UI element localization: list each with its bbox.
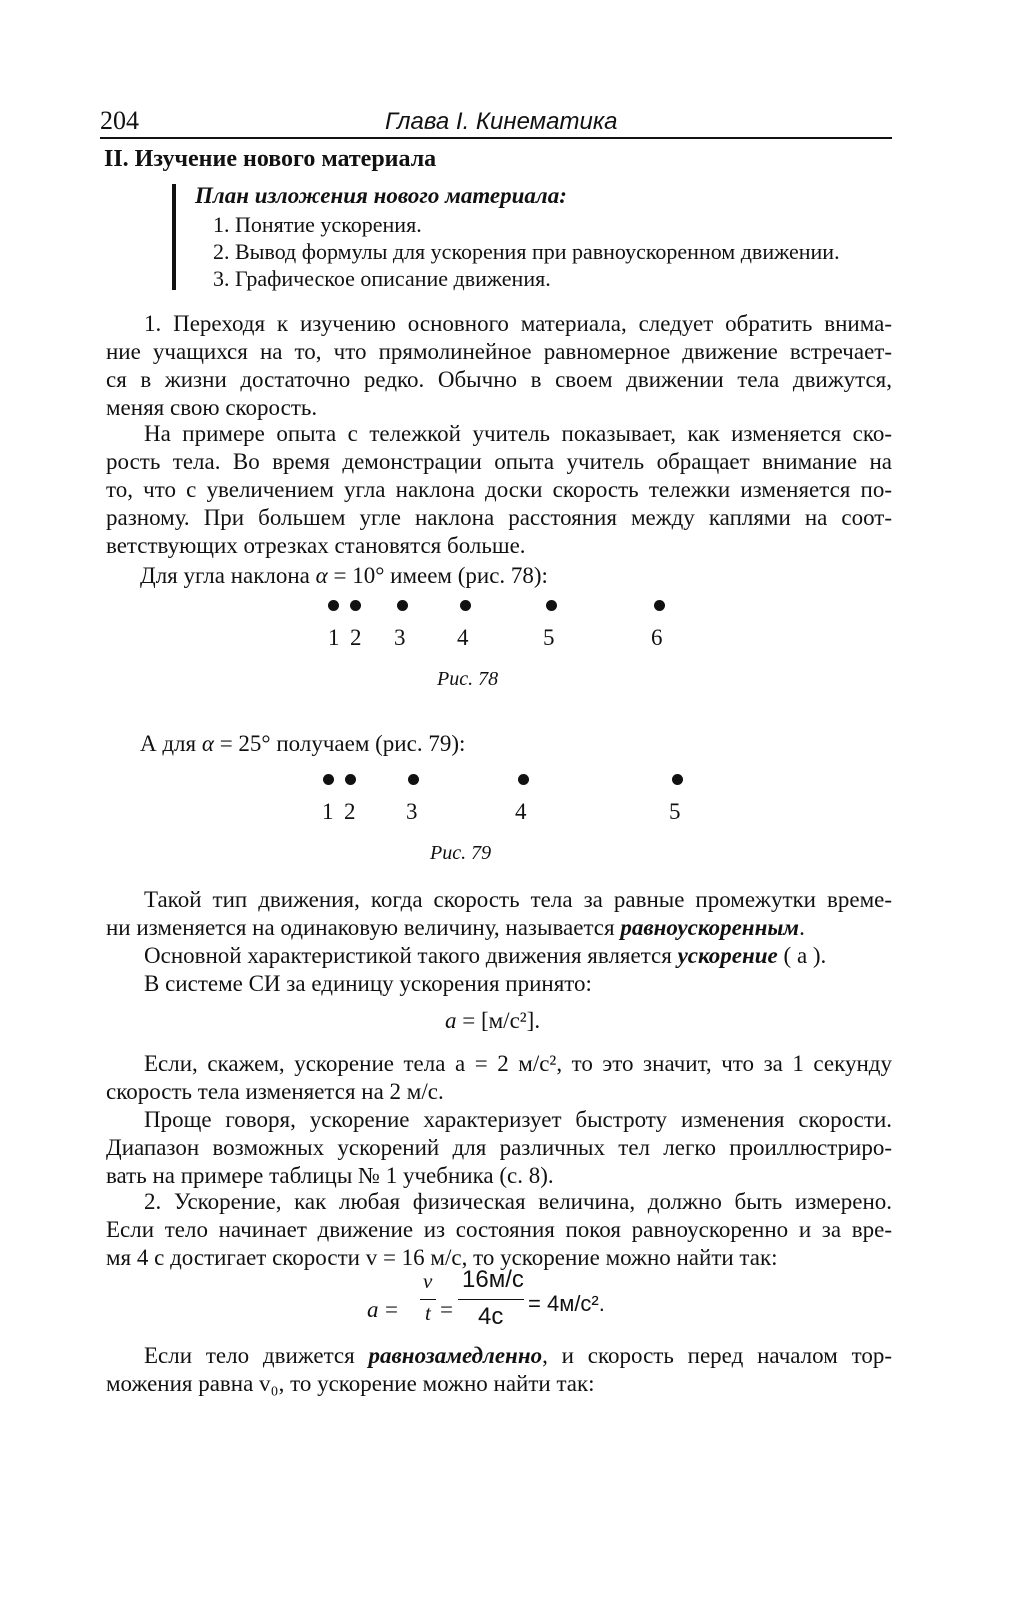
dot-label: 1 xyxy=(328,625,340,650)
dot-label: 5 xyxy=(669,799,681,824)
fraction-bar xyxy=(458,1299,524,1300)
paragraph-summary xyxy=(106,1106,892,1190)
text-line: В системе СИ за единицу ускорения принято: xyxy=(144,971,592,996)
drop-dot xyxy=(654,600,665,611)
drop-dot xyxy=(518,774,529,785)
term-uniformly-accelerated: равноускоренным xyxy=(620,915,800,940)
text-line: Если тело движется равнозамедленно, и скорость перед началом тор- xyxy=(144,1343,892,1368)
dot-label: 4 xyxy=(457,625,469,650)
text-line: то, что с увеличением угла наклона доски скорость тележки изменяется по- xyxy=(106,477,892,502)
figure-caption: Рис. 78 xyxy=(437,668,499,690)
paragraph-experiment xyxy=(106,420,892,560)
alpha-symbol: α xyxy=(315,563,328,588)
drop-dot xyxy=(397,600,408,611)
alpha-symbol: α xyxy=(201,731,214,756)
dot-label: 1 xyxy=(322,799,334,824)
paragraph-example xyxy=(106,1050,892,1106)
fig78-intro: Для угла наклона α = 10° имеем (рис. 78): xyxy=(140,563,548,588)
formula-unit: a = [м/с²]. xyxy=(445,1008,541,1033)
dot-label: 2 xyxy=(344,799,356,824)
page-number: 204 xyxy=(100,106,139,135)
dot-label: 5 xyxy=(543,625,555,650)
drop-dot xyxy=(408,774,419,785)
text-line: ся в жизни достаточно редко. Обычно в своем движении тела движутся, xyxy=(106,367,892,392)
term-uniformly-decelerated: равнозамедленно xyxy=(368,1343,543,1368)
term-acceleration: ускорение xyxy=(677,943,778,968)
text-line: Если тело начинает движение из состояния покоя равноускоренно и за вре- xyxy=(106,1217,892,1242)
dot-label: 4 xyxy=(515,799,527,824)
plan-item: 3. Графическое описание движения. xyxy=(213,266,551,291)
text-line: ни изменяется на одинаковую величину, называется равноускоренным. xyxy=(106,915,805,940)
text-line: разному. При большем угле наклона расстояния между каплями на соот- xyxy=(106,505,892,530)
paragraph-measurement xyxy=(106,1188,892,1272)
chapter-title: Глава I. Кинематика xyxy=(385,108,618,135)
text-line: Основной характеристикой такого движения является ускорение ( a ). xyxy=(144,943,827,968)
fig79-intro: А для α = 25° получаем (рис. 79): xyxy=(140,731,466,756)
dot-label: 3 xyxy=(394,625,406,650)
paragraph-definition xyxy=(106,886,892,998)
paragraph-deceleration xyxy=(106,1342,892,1398)
text-line: рость тела. Во время демонстрации опыта учитель обращает внимание на xyxy=(106,449,892,474)
drop-dot xyxy=(350,600,361,611)
text-line: ние учащихся на то, что прямолинейное равномерное движение встречает- xyxy=(106,339,892,364)
text-line: Если, скажем, ускорение тела a = 2 м/с², то это значит, что за 1 секунду xyxy=(144,1051,892,1076)
figure-caption: Рис. 79 xyxy=(430,842,492,864)
text-line: Такой тип движения, когда скорость тела за равные промежутки време- xyxy=(144,887,892,912)
plan-sidebar-rule xyxy=(172,184,176,290)
dot-label: 2 xyxy=(350,625,362,650)
drop-dot xyxy=(546,600,557,611)
section-title: II. Изучение нового материала xyxy=(104,146,437,172)
text-line: можения равна v₀, то ускорение можно найти так: xyxy=(106,1371,595,1396)
plan-heading: План изложения нового материала: xyxy=(195,183,567,208)
text-line: мя 4 с достигает скорости v = 16 м/с, то ускорение можно найти так: xyxy=(106,1245,778,1270)
drop-dot xyxy=(672,774,683,785)
text-line: Проще говоря, ускорение характеризует быстроту изменения скорости. xyxy=(144,1107,892,1132)
text-line: 2. Ускорение, как любая физическая величина, должно быть измерено. xyxy=(144,1189,892,1214)
dot-label: 6 xyxy=(651,625,663,650)
plan-item: 1. Понятие ускорения. xyxy=(213,212,422,237)
drop-dot xyxy=(323,774,334,785)
text-line: ветствующих отрезках становятся больше. xyxy=(106,533,526,558)
text-line: вать на примере таблицы № 1 учебника (с. 8). xyxy=(106,1163,554,1188)
dot-label: 3 xyxy=(406,799,418,824)
fraction-bar xyxy=(420,1299,436,1300)
text-line: Диапазон возможных ускорений для различных тел легко проиллюстриро- xyxy=(106,1135,892,1160)
drop-dot xyxy=(345,774,356,785)
plan-item: 2. Вывод формулы для ускорения при равноускоренном движении. xyxy=(213,239,840,264)
paragraph-intro xyxy=(106,310,892,422)
text-line: скорость тела изменяется на 2 м/с. xyxy=(106,1079,444,1104)
drop-dot xyxy=(460,600,471,611)
text-line: 1. Переходя к изучению основного материала, следует обратить внима- xyxy=(144,311,892,336)
header-rule xyxy=(100,137,892,139)
text-line: На примере опыта с тележкой учитель показывает, как изменяется ско- xyxy=(144,421,892,446)
drop-dot xyxy=(328,600,339,611)
text-line: меняя свою скорость. xyxy=(106,395,318,420)
